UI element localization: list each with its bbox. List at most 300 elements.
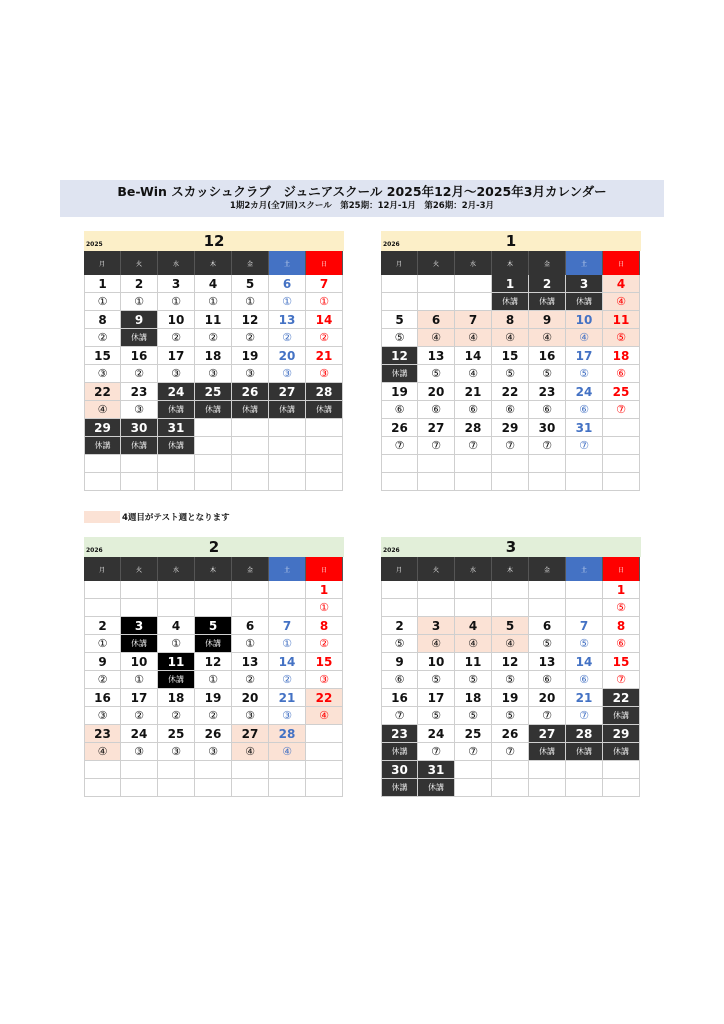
lesson-code: ③: [195, 365, 232, 383]
lesson-code: ⑦: [455, 743, 492, 761]
weekday-label: 木: [492, 557, 529, 581]
day-number: 15: [492, 347, 529, 365]
lesson-code: ②: [232, 329, 269, 347]
lesson-code: [566, 779, 603, 797]
day-number: 5: [232, 275, 269, 293]
lesson-code: [492, 599, 529, 617]
day-number: 29: [84, 419, 121, 437]
day-number: [84, 455, 121, 473]
day-number: 18: [195, 347, 232, 365]
lesson-code: ⑤: [455, 707, 492, 725]
lesson-code: ③: [269, 365, 306, 383]
day-number: [232, 581, 269, 599]
day-number: 12: [195, 653, 232, 671]
weekday-label: 金: [529, 557, 566, 581]
lesson-code: [566, 599, 603, 617]
day-number: 24: [418, 725, 455, 743]
lesson-code: 休講: [566, 743, 603, 761]
weekday-label: 水: [158, 251, 195, 275]
lesson-code: ①: [269, 293, 306, 311]
lesson-code: ④: [603, 293, 640, 311]
day-number: 23: [529, 383, 566, 401]
weekday-label: 木: [195, 557, 232, 581]
lesson-code: ⑦: [566, 707, 603, 725]
day-number: 16: [381, 689, 418, 707]
lesson-code: ⑤: [529, 365, 566, 383]
day-number: 30: [529, 419, 566, 437]
day-number: 12: [492, 653, 529, 671]
day-number: 4: [158, 617, 195, 635]
calendar-year: 2026: [383, 547, 400, 554]
lesson-code: ③: [158, 365, 195, 383]
lesson-code: ①: [195, 293, 232, 311]
lesson-code: ③: [306, 671, 343, 689]
day-number: [158, 455, 195, 473]
lesson-code: ④: [455, 329, 492, 347]
lesson-code: [84, 779, 121, 797]
day-number: 26: [492, 725, 529, 743]
lesson-code: ②: [306, 635, 343, 653]
lesson-code: [529, 779, 566, 797]
day-number: 3: [121, 617, 158, 635]
day-number: [306, 455, 343, 473]
day-number: [455, 761, 492, 779]
lesson-code: ②: [84, 671, 121, 689]
day-number: 15: [84, 347, 121, 365]
lesson-code: [455, 293, 492, 311]
lesson-code: [381, 599, 418, 617]
day-number: [418, 275, 455, 293]
day-number: [269, 761, 306, 779]
lesson-code: ④: [566, 329, 603, 347]
day-number: 23: [381, 725, 418, 743]
calendar-grid: [84, 581, 344, 797]
weekday-label: 月: [84, 557, 121, 581]
day-number: 19: [195, 689, 232, 707]
weekday-label: 木: [492, 251, 529, 275]
day-number: 15: [306, 653, 343, 671]
lesson-code: ③: [158, 743, 195, 761]
lesson-code: [84, 473, 121, 491]
day-number: 23: [84, 725, 121, 743]
day-number: 4: [455, 617, 492, 635]
day-number: [121, 581, 158, 599]
day-number: [603, 419, 640, 437]
lesson-code: ①: [121, 293, 158, 311]
lesson-code: ⑦: [603, 671, 640, 689]
weekday-header-row: [381, 251, 641, 275]
calendar-header: [84, 537, 344, 557]
lesson-code: 休講: [418, 779, 455, 797]
day-number: 10: [566, 311, 603, 329]
lesson-code: ②: [269, 671, 306, 689]
lesson-code: ⑤: [492, 707, 529, 725]
lesson-code: 休講: [195, 635, 232, 653]
lesson-code: [603, 473, 640, 491]
weekday-label: 火: [121, 251, 158, 275]
day-number: 4: [195, 275, 232, 293]
lesson-code: [455, 473, 492, 491]
lesson-code: ⑤: [529, 635, 566, 653]
calendar-year: 2025: [86, 241, 103, 248]
lesson-code: ⑦: [418, 743, 455, 761]
weekday-label: 日: [306, 251, 343, 275]
day-number: 11: [158, 653, 195, 671]
lesson-code: 休講: [492, 293, 529, 311]
weekday-label: 土: [566, 557, 603, 581]
day-number: 27: [418, 419, 455, 437]
lesson-code: ②: [158, 329, 195, 347]
weekday-label: 日: [306, 557, 343, 581]
lesson-code: [121, 779, 158, 797]
lesson-code: 休講: [158, 437, 195, 455]
lesson-code: 休講: [121, 635, 158, 653]
lesson-code: 休講: [121, 437, 158, 455]
lesson-code: ⑥: [566, 671, 603, 689]
day-number: 11: [455, 653, 492, 671]
lesson-code: [158, 473, 195, 491]
day-number: [84, 761, 121, 779]
lesson-code: 休講: [121, 329, 158, 347]
calendar-december: [84, 231, 344, 491]
day-number: 18: [158, 689, 195, 707]
lesson-code: 休講: [158, 671, 195, 689]
day-number: [455, 275, 492, 293]
day-number: 9: [84, 653, 121, 671]
calendar-year: 2026: [383, 241, 400, 248]
lesson-code: ⑤: [418, 707, 455, 725]
calendar-february: [84, 537, 344, 797]
day-number: 5: [195, 617, 232, 635]
lesson-code: ⑥: [381, 671, 418, 689]
lesson-code: ①: [84, 293, 121, 311]
weekday-label: 土: [269, 557, 306, 581]
day-number: 28: [455, 419, 492, 437]
weekday-label: 月: [381, 557, 418, 581]
day-number: 17: [418, 689, 455, 707]
day-number: 9: [529, 311, 566, 329]
lesson-code: ⑦: [603, 401, 640, 419]
calendar-month: 1: [505, 232, 517, 250]
day-number: 11: [603, 311, 640, 329]
lesson-code: [121, 599, 158, 617]
lesson-code: ①: [158, 635, 195, 653]
day-number: [455, 455, 492, 473]
day-number: 27: [232, 725, 269, 743]
day-number: [232, 761, 269, 779]
day-number: [455, 581, 492, 599]
day-number: 8: [84, 311, 121, 329]
page-title: Be-Win スカッシュクラブ ジュニアスクール 2025年12月～2025年3月カレンダー: [117, 184, 607, 199]
weekday-label: 金: [232, 557, 269, 581]
lesson-code: ⑦: [492, 437, 529, 455]
day-number: 19: [232, 347, 269, 365]
day-number: 8: [306, 617, 343, 635]
day-number: 17: [566, 347, 603, 365]
lesson-code: 休講: [603, 707, 640, 725]
lesson-code: ②: [195, 329, 232, 347]
day-number: [381, 581, 418, 599]
lesson-code: [158, 599, 195, 617]
day-number: [158, 761, 195, 779]
lesson-code: ④: [455, 635, 492, 653]
lesson-code: 休講: [381, 365, 418, 383]
weekday-label: 月: [84, 251, 121, 275]
weekday-header-row: [84, 251, 344, 275]
day-number: 22: [84, 383, 121, 401]
day-number: [269, 455, 306, 473]
lesson-code: ⑤: [418, 365, 455, 383]
lesson-code: ④: [418, 329, 455, 347]
day-number: [269, 581, 306, 599]
lesson-code: ②: [84, 329, 121, 347]
day-number: [529, 455, 566, 473]
weekday-label: 火: [418, 557, 455, 581]
page-subtitle: 1期2カ月(全7回)スクール 第25期：12月-1月 第26期：2月-3月: [229, 201, 495, 211]
calendar-header: [381, 231, 641, 251]
day-number: 31: [158, 419, 195, 437]
day-number: 13: [418, 347, 455, 365]
day-number: 10: [121, 653, 158, 671]
lesson-code: ⑦: [381, 437, 418, 455]
day-number: 22: [492, 383, 529, 401]
weekday-label: 火: [418, 251, 455, 275]
weekday-label: 月: [381, 251, 418, 275]
lesson-code: ②: [306, 329, 343, 347]
day-number: 9: [121, 311, 158, 329]
lesson-code: [195, 599, 232, 617]
lesson-code: ①: [158, 293, 195, 311]
day-number: 11: [195, 311, 232, 329]
lesson-code: [269, 779, 306, 797]
day-number: 18: [455, 689, 492, 707]
day-number: [195, 581, 232, 599]
lesson-code: ④: [232, 743, 269, 761]
lesson-code: ⑥: [455, 401, 492, 419]
lesson-code: [529, 473, 566, 491]
lesson-code: ①: [269, 635, 306, 653]
calendar-grid: [381, 581, 641, 797]
day-number: 7: [269, 617, 306, 635]
day-number: 16: [121, 347, 158, 365]
day-number: 14: [306, 311, 343, 329]
lesson-code: ⑤: [566, 365, 603, 383]
weekday-label: 土: [566, 251, 603, 275]
day-number: 26: [195, 725, 232, 743]
lesson-code: ⑥: [529, 401, 566, 419]
lesson-code: ③: [269, 707, 306, 725]
day-number: [232, 419, 269, 437]
lesson-code: ②: [269, 329, 306, 347]
day-number: [492, 581, 529, 599]
day-number: 29: [492, 419, 529, 437]
day-number: 9: [381, 653, 418, 671]
lesson-code: ⑥: [529, 671, 566, 689]
lesson-code: ③: [195, 743, 232, 761]
day-number: 8: [492, 311, 529, 329]
lesson-code: ①: [121, 671, 158, 689]
day-number: [195, 455, 232, 473]
day-number: 7: [455, 311, 492, 329]
day-number: [418, 581, 455, 599]
day-number: 2: [381, 617, 418, 635]
lesson-code: ④: [84, 743, 121, 761]
calendar-month: 3: [505, 538, 517, 556]
day-number: [195, 419, 232, 437]
day-number: [529, 581, 566, 599]
day-number: [158, 581, 195, 599]
lesson-code: ②: [195, 707, 232, 725]
day-number: [195, 761, 232, 779]
day-number: [529, 761, 566, 779]
day-number: 19: [492, 689, 529, 707]
lesson-code: ⑦: [492, 743, 529, 761]
day-number: [306, 725, 343, 743]
day-number: [306, 761, 343, 779]
day-number: 6: [418, 311, 455, 329]
lesson-code: ①: [84, 635, 121, 653]
calendar-month: 12: [203, 232, 225, 250]
weekday-label: 日: [603, 557, 640, 581]
day-number: 25: [158, 725, 195, 743]
day-number: 15: [603, 653, 640, 671]
day-number: 13: [529, 653, 566, 671]
day-number: 16: [529, 347, 566, 365]
day-number: 25: [195, 383, 232, 401]
calendar-header: [84, 231, 344, 251]
day-number: 30: [121, 419, 158, 437]
lesson-code: [195, 437, 232, 455]
day-number: 4: [603, 275, 640, 293]
lesson-code: [195, 779, 232, 797]
calendar-month: 2: [208, 538, 220, 556]
lesson-code: [603, 779, 640, 797]
weekday-label: 火: [121, 557, 158, 581]
lesson-code: [269, 473, 306, 491]
day-number: 21: [455, 383, 492, 401]
calendar-january: [381, 231, 641, 491]
lesson-code: ⑤: [381, 635, 418, 653]
day-number: 28: [306, 383, 343, 401]
lesson-code: [529, 599, 566, 617]
weekday-label: 水: [158, 557, 195, 581]
day-number: 21: [269, 689, 306, 707]
lesson-code: ⑤: [381, 329, 418, 347]
day-number: 28: [566, 725, 603, 743]
day-number: [269, 419, 306, 437]
day-number: [603, 455, 640, 473]
day-number: 5: [381, 311, 418, 329]
day-number: 21: [306, 347, 343, 365]
day-number: 24: [121, 725, 158, 743]
test-week-swatch: [84, 511, 120, 523]
lesson-code: 休講: [232, 401, 269, 419]
lesson-code: [566, 473, 603, 491]
day-number: [232, 455, 269, 473]
day-number: 1: [84, 275, 121, 293]
lesson-code: [269, 437, 306, 455]
legend-text: 4週目がテスト週となります: [122, 513, 230, 523]
weekday-label: 水: [455, 251, 492, 275]
lesson-code: ①: [306, 599, 343, 617]
lesson-code: 休講: [529, 293, 566, 311]
lesson-code: ⑥: [492, 401, 529, 419]
lesson-code: ①: [232, 635, 269, 653]
day-number: 6: [529, 617, 566, 635]
lesson-code: [603, 437, 640, 455]
day-number: 2: [84, 617, 121, 635]
calendar-header: [381, 537, 641, 557]
day-number: 28: [269, 725, 306, 743]
calendar-grid: [84, 275, 344, 491]
day-number: 20: [529, 689, 566, 707]
day-number: 7: [306, 275, 343, 293]
weekday-label: 水: [455, 557, 492, 581]
lesson-code: ④: [455, 365, 492, 383]
lesson-code: ②: [232, 671, 269, 689]
lesson-code: ③: [84, 365, 121, 383]
lesson-code: ⑦: [566, 437, 603, 455]
day-number: 14: [269, 653, 306, 671]
lesson-code: ⑦: [529, 707, 566, 725]
lesson-code: [306, 437, 343, 455]
day-number: 3: [158, 275, 195, 293]
lesson-code: [418, 473, 455, 491]
day-number: [121, 761, 158, 779]
lesson-code: ⑦: [455, 437, 492, 455]
day-number: 24: [158, 383, 195, 401]
lesson-code: [158, 779, 195, 797]
lesson-code: ⑤: [603, 329, 640, 347]
day-number: [381, 275, 418, 293]
lesson-code: [381, 473, 418, 491]
day-number: 8: [603, 617, 640, 635]
lesson-code: [121, 473, 158, 491]
calendar-march: [381, 537, 641, 797]
lesson-code: 休講: [84, 437, 121, 455]
day-number: 23: [121, 383, 158, 401]
lesson-code: ④: [84, 401, 121, 419]
lesson-code: ④: [306, 707, 343, 725]
test-week-legend: [84, 511, 230, 523]
lesson-code: [195, 473, 232, 491]
lesson-code: ③: [232, 365, 269, 383]
weekday-label: 木: [195, 251, 232, 275]
day-number: 6: [232, 617, 269, 635]
day-number: 13: [232, 653, 269, 671]
day-number: 27: [269, 383, 306, 401]
lesson-code: [306, 779, 343, 797]
lesson-code: [232, 437, 269, 455]
lesson-code: [418, 599, 455, 617]
lesson-code: ①: [195, 671, 232, 689]
day-number: 16: [84, 689, 121, 707]
day-number: 12: [232, 311, 269, 329]
weekday-header-row: [381, 557, 641, 581]
lesson-code: 休講: [603, 743, 640, 761]
day-number: 20: [269, 347, 306, 365]
lesson-code: ④: [418, 635, 455, 653]
lesson-code: ⑤: [492, 671, 529, 689]
day-number: 22: [603, 689, 640, 707]
lesson-code: 休講: [158, 401, 195, 419]
lesson-code: ③: [121, 401, 158, 419]
day-number: 1: [306, 581, 343, 599]
day-number: 3: [566, 275, 603, 293]
day-number: 26: [232, 383, 269, 401]
day-number: [84, 581, 121, 599]
lesson-code: ①: [232, 293, 269, 311]
